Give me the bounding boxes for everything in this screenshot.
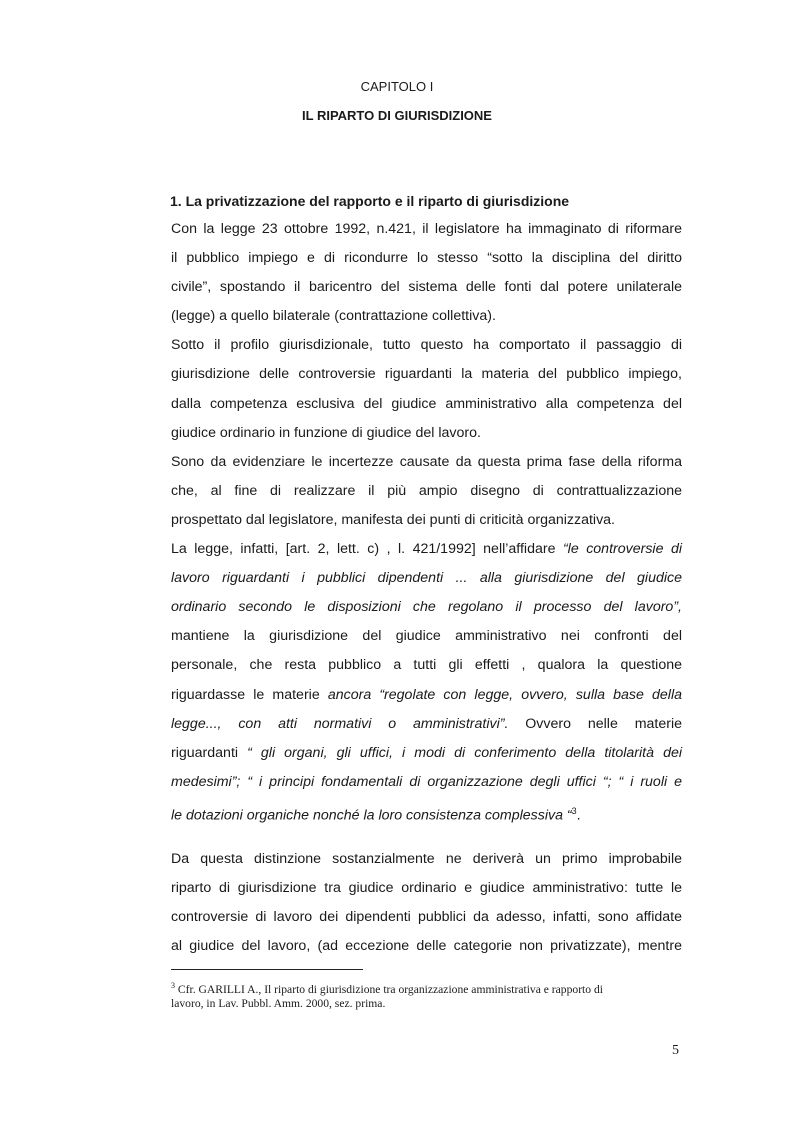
text-line: mantiene la giurisdizione del giudice amministrativo nei confronti del (171, 628, 682, 645)
text-line (171, 710, 682, 739)
text-line: (legge) a quello bilaterale (contrattazione collettiva). (171, 308, 496, 325)
text-line: civile”, spostando il baricentro del sistema delle fonti dal potere unilaterale (171, 279, 682, 296)
text-line: Sotto il profilo giurisdizionale, tutto questo ha comportato il passaggio di (171, 337, 682, 354)
text-line: al giudice del lavoro, (ad eccezione delle categorie non privatizzate), mentre (171, 938, 682, 955)
footnote-reference[interactable]: 3 (571, 805, 577, 816)
text-line: personale, che resta pubblico a tutti gli effetti , qualora la questione (171, 657, 682, 674)
text-line (171, 797, 682, 826)
text-line: riparto di giurisdizione tra giudice ordinario e giudice amministrativo: tutte le (171, 880, 682, 897)
text-line (171, 768, 682, 797)
text-segment: . (576, 807, 581, 824)
quote-segment: le dotazioni organiche nonché la loro consistenza complessiva “ (171, 807, 572, 824)
text-line (171, 593, 682, 622)
quote-segment: “ gli organi, gli uffici, i modi di conferimento della titolarità dei (247, 744, 682, 761)
paragraph-2 (171, 845, 682, 961)
text-line: Con la legge 23 ottobre 1992, n.421, il legislatore ha immaginato di riformare (171, 221, 682, 237)
text-line: dalla competenza esclusiva del giudice amministrativo alla competenza del (171, 395, 682, 412)
text-line: giudice ordinario in funzione di giudice del lavoro. (171, 424, 481, 441)
chapter-title: IL RIPARTO DI GIURISDIZIONE (302, 108, 492, 123)
quote-segment: “le controversie di (562, 541, 682, 558)
paragraph-1 (171, 215, 682, 826)
quote-segment: legge..., con atti normativi o amministrativi”. (171, 715, 509, 732)
text-line: prospettato dal legislatore, manifesta dei punti di criticità organizzativa. (171, 511, 615, 528)
text-line (171, 535, 682, 564)
text-line: il pubblico impiego e di ricondurre lo stesso “sotto la disciplina del diritto (171, 250, 682, 267)
text-line: che, al fine di realizzare il più ampio disegno di contrattualizzazione (171, 482, 682, 499)
text-line: controversie di lavoro dei dipendenti pubblici da adesso, infatti, sono affidate (171, 909, 682, 926)
quote-segment: medesimi”; “ i principi fondamentali di organizzazione degli uffici “; “ i ruoli e (171, 773, 682, 790)
text-line: giurisdizione delle controversie riguardanti la materia del pubblico impiego, (171, 366, 682, 383)
footnote (171, 977, 686, 1013)
footnote-number: 3 (171, 981, 175, 990)
quote-segment: ordinario secondo le disposizioni che regolano il processo del lavoro”, (171, 599, 682, 616)
quote-segment: lavoro riguardanti i pubblici dipendenti ... alla giurisdizione del giudice (171, 570, 682, 587)
quote-segment: ancora “regolate con legge, ovvero, sulla base della (327, 686, 682, 703)
footnote-line (171, 977, 686, 995)
text-line (171, 681, 682, 710)
text-segment: riguardanti (171, 744, 248, 761)
page-number: 5 (672, 1043, 679, 1058)
text-line: Sono da evidenziare le incertezze causate da questa prima fase della riforma (171, 453, 682, 470)
footnote-line: lavoro, in Lav. Pubbl. Amm. 2000, sez. prima. (171, 997, 386, 1010)
text-segment: riguardasse le materie (171, 686, 328, 703)
footnote-separator (171, 969, 363, 970)
footnote-text: Cfr. GARILLI A., Il riparto di giurisdizione tra organizzazione amministrativa e rapporto di (175, 982, 603, 996)
text-line: Da questa distinzione sostanzialmente ne deriverà un primo improbabile (171, 851, 682, 867)
chapter-label: CAPITOLO I (360, 79, 434, 94)
section-heading: 1. La privatizzazione del rapporto e il riparto di giurisdizione (170, 193, 570, 209)
text-segment: Ovvero nelle materie (508, 715, 682, 732)
text-line (171, 564, 682, 593)
text-line (171, 739, 682, 768)
text-segment: La legge, infatti, [art. 2, lett. c) , l. 421/1992] nell’affidare (171, 541, 563, 558)
